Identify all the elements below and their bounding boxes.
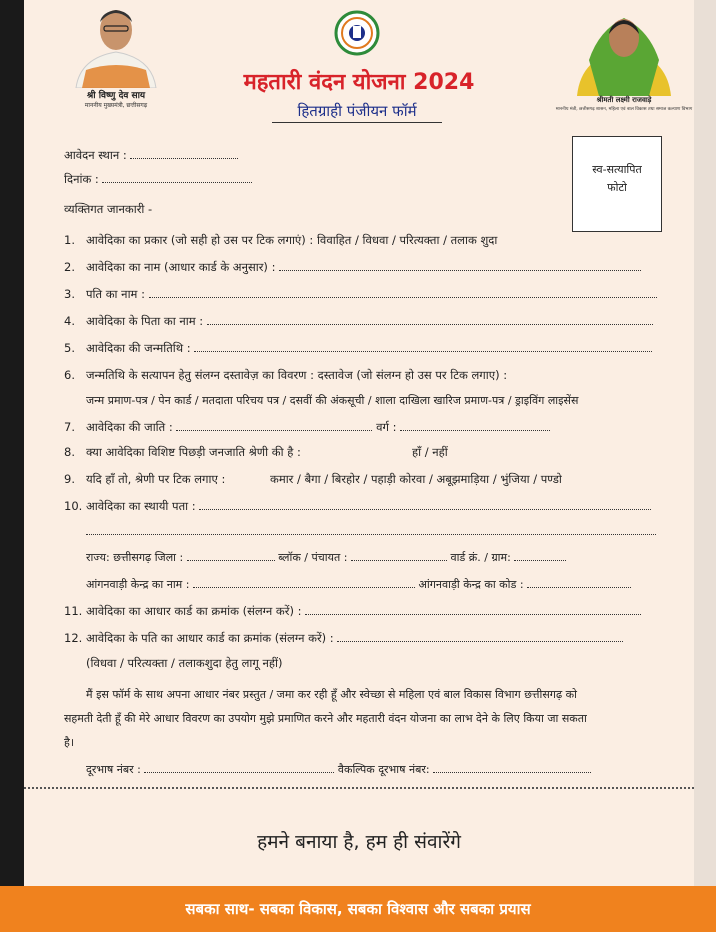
category-label: वर्ग : [376,420,397,434]
ward-label: वार्ड क्रं. / ग्राम: [450,551,511,564]
item-father-name[interactable] [64,314,653,329]
item-applicant-name[interactable] [64,260,641,275]
minister-name: श्रीमती लक्ष्मी राजवाड़े [596,96,652,104]
item-number: 1. [64,233,75,247]
pvtg-options[interactable]: हाँ / नहीं [412,445,448,459]
anganwadi-name-label: आंगनवाड़ी केन्द्र का नाम : [86,578,190,591]
date-field[interactable] [64,172,252,187]
photo-box-line1: स्व-सत्यापित [592,163,642,176]
item-address[interactable] [64,499,651,514]
item-number: 9. [64,472,75,486]
anganwadi-row[interactable] [86,577,631,592]
phone-row[interactable] [86,762,591,777]
pvtg-category-options[interactable]: कमार / बैगा / बिरहोर / पहाड़ी कोरवा / अबूझमाड़िया / भुंजिया / पण्डो [270,472,562,486]
item-number: 3. [64,287,75,301]
alt-phone-label: वैकल्पिक दूरभाष नंबर: [337,763,430,776]
cm-photo [46,0,186,110]
father-name-blank[interactable] [207,314,653,325]
item-dob[interactable] [64,341,652,356]
item-dob-document [64,368,507,383]
item-number: 5. [64,341,75,355]
page-title: महतारी वंदन योजना 2024 [243,70,475,95]
state-emblem-icon [334,10,380,56]
item-husband-aadhaar[interactable] [64,631,623,646]
district-blank[interactable] [187,550,275,561]
dotted-divider [24,787,694,789]
applicant-type-label: आवेदिका का प्रकार (जो सही हो उस पर टिक लगाएं) : विवाहित / विधवा / परित्यक्ता / तलाक शुदा [86,233,498,247]
husband-name-label: पति का नाम : [86,287,145,301]
portrait-image [559,0,689,96]
father-name-label: आवेदिका के पिता का नाम : [86,314,204,328]
caste-blank[interactable] [176,420,372,431]
dob-blank[interactable] [194,341,652,352]
block-label: ब्लॉक / पंचायत : [278,551,348,564]
husband-aadhaar-label: आवेदिका के पति का आधार कार्ड का क्रमांक (संलग्न करें) : [86,631,334,645]
applicant-aadhaar-blank[interactable] [305,604,641,615]
item-number: 4. [64,314,75,328]
address-location-row[interactable] [86,550,566,565]
state-district-label: राज्य: छत्तीसगढ़ जिला : [86,551,184,564]
footer-banner [0,886,716,932]
slogan: हमने बनाया है, हम ही संवारेंगे [257,831,461,853]
date-label: दिनांक : [64,172,99,186]
anganwadi-code-label: आंगनवाड़ी केन्द्र का कोड : [418,578,524,591]
applicant-name-label: आवेदिका का नाम (आधार कार्ड के अनुसार) : [86,260,276,274]
applicant-name-blank[interactable] [279,260,641,271]
item-number: 11. [64,604,83,618]
application-place-label: आवेदन स्थान : [64,148,127,162]
pvtg-category-label: यदि हाँ तो, श्रेणी पर टिक लगाए : [86,472,226,486]
form-sheet [24,0,694,932]
phone-label: दूरभाष नंबर : [86,763,141,776]
item-applicant-aadhaar[interactable] [64,604,641,619]
alt-phone-blank[interactable] [433,762,591,773]
phone-blank[interactable] [144,762,334,773]
applicant-aadhaar-label: आवेदिका का आधार कार्ड का क्रमांक (संलग्न करें) : [86,604,302,618]
minister-designation: माननीय मंत्री, छत्तीसगढ़ शासन, महिला एवं बाल विकास तथा समाज कल्याण विभाग [555,107,693,112]
personal-info-heading: व्यक्तिगत जानकारी - [64,202,153,216]
husband-aadhaar-blank[interactable] [337,631,623,642]
dob-document-label: जन्मतिथि के सत्यापन हेतु संलग्न दस्तावेज़ का विवरण : दस्तावेज (जो संलग्न हो उस पर टिक लगाए) : [86,368,508,382]
footer-text: सबका साथ- सबका विकास, सबका विश्वास और सबका प्रयास [185,900,531,918]
item-number: 7. [64,420,75,434]
declaration-line-1: मैं इस फॉर्म के साथ अपना आधार नंबर प्रस्तुत / जमा कर रही हूँ और स्वेच्छा से महिला एवं बाल विकास विभाग छत्तीसगढ़ को [86,688,577,701]
item-number: 8. [64,445,75,459]
address-blank[interactable] [199,499,651,510]
dob-label: आवेदिका की जन्मतिथि : [86,341,191,355]
item-number: 6. [64,368,75,382]
ward-blank[interactable] [514,550,566,561]
item-pvtg-category [64,472,225,487]
portrait-image [46,0,186,88]
husband-name-blank[interactable] [149,287,657,298]
photo-placeholder-box[interactable] [572,136,662,232]
item-number: 10. [64,499,83,513]
date-blank[interactable] [102,172,252,183]
item-caste[interactable] [64,420,550,435]
anganwadi-code-blank[interactable] [527,577,631,588]
husband-aadhaar-note: (विधवा / परित्यक्ता / तलाकशुदा हेतु लागू नहीं) [86,656,283,670]
item-applicant-type[interactable] [64,233,497,248]
item-number: 12. [64,631,83,645]
address-label: आवेदिका का स्थायी पता : [86,499,196,513]
item-husband-name[interactable] [64,287,657,302]
declaration-line-2: सहमती देती हूँ की मेरे आधार विवरण का उपयोग मुझे प्रमाणित करने और महतारी वंदन योजना का लाभ देने के लिए किया जा सकता [64,712,587,725]
address-blank-2[interactable] [86,524,656,535]
dob-document-options[interactable]: जन्म प्रमाण-पत्र / पेन कार्ड / मतदाता परिचय पत्र / दसवीं की अंकसूची / शाला दाखिला खारिज प्रमाण-पत्र / ड्राइविंग लाइसेंस [86,394,579,407]
form-subtitle: हितग्राही पंजीयन फॉर्म [272,101,442,123]
application-place-field[interactable] [64,148,238,163]
caste-label: आवेदिका की जाति : [86,420,173,434]
cm-designation: माननीय मुख्यमंत्री, छत्तीसगढ़ [84,102,148,109]
address-line-2[interactable] [86,524,656,538]
block-blank[interactable] [351,550,447,561]
application-place-blank[interactable] [130,148,238,159]
item-number: 2. [64,260,75,274]
photo-box-line2: फोटो [607,181,627,194]
anganwadi-name-blank[interactable] [193,577,415,588]
pvtg-label: क्या आवेदिका विशिष्ट पिछड़ी जनजाति श्रेणी की है : [86,445,301,459]
item-pvtg [64,445,301,460]
cm-name: श्री विष्णु देव साय [86,91,146,101]
page-edge [694,0,716,932]
category-blank[interactable] [400,420,550,431]
minister-photo [555,0,693,112]
declaration-line-3: है। [64,736,75,749]
